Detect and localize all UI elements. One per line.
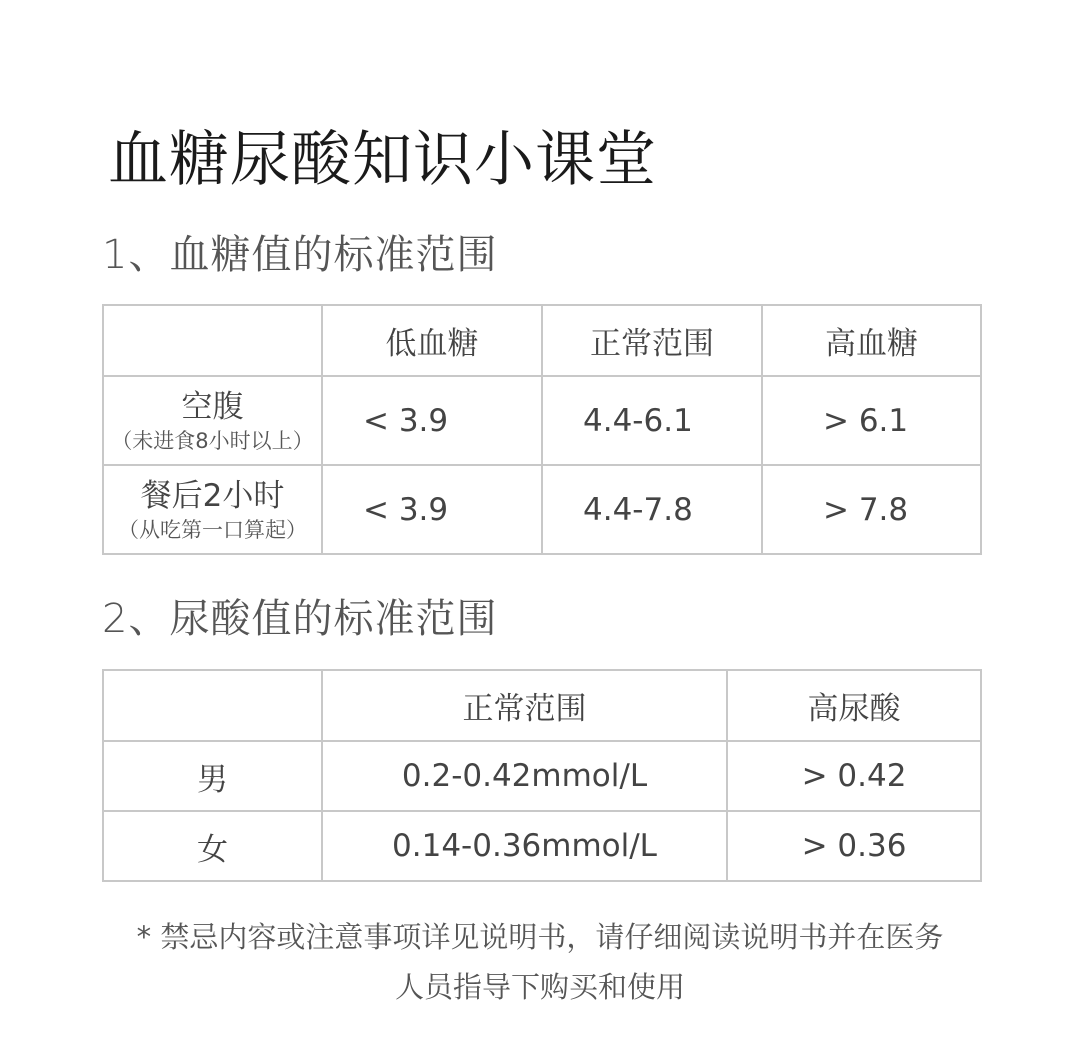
table-header-row <box>103 305 981 376</box>
row-label-main: 空腹 <box>181 388 244 425</box>
uric-acid-table <box>102 669 982 882</box>
page-title: 血糖尿酸知识小课堂 <box>108 125 657 195</box>
cell-high-value: > 6.1 <box>762 376 981 465</box>
header-cell-empty <box>103 305 322 376</box>
row-label-after-meal <box>103 465 322 554</box>
header-cell-normal: 正常范围 <box>542 305 762 376</box>
header-cell-empty <box>103 670 322 741</box>
table-header-row <box>103 670 981 741</box>
row-label-male: 男 <box>103 741 322 811</box>
header-cell-high: 高尿酸 <box>727 670 981 741</box>
cell-low-value: < 3.9 <box>322 376 542 465</box>
cell-normal-value: 4.4-6.1 <box>542 376 762 465</box>
cell-high-value: > 7.8 <box>762 465 981 554</box>
table-row <box>103 811 981 881</box>
blood-sugar-table <box>102 304 982 555</box>
blood-sugar-heading: 1、血糖值的标准范围 <box>102 232 498 278</box>
table-row <box>103 741 981 811</box>
cell-normal-value: 0.14-0.36mmol/L <box>322 811 727 881</box>
row-label-sub: （未进食8小时以上） <box>111 428 314 453</box>
row-label-fasting <box>103 376 322 465</box>
row-label-sub: （从吃第一口算起） <box>118 517 307 542</box>
uric-acid-heading: 2、尿酸值的标准范围 <box>102 596 498 642</box>
footnote-line-2: 人员指导下购买和使用 <box>394 970 685 1004</box>
header-cell-normal: 正常范围 <box>322 670 727 741</box>
header-cell-high: 高血糖 <box>762 305 981 376</box>
cell-high-value: > 0.42 <box>727 741 981 811</box>
header-cell-low: 低血糖 <box>322 305 542 376</box>
footnote-line-1: * 禁忌内容或注意事项详见说明书，请仔细阅读说明书并在医务 <box>136 920 944 954</box>
row-label-female: 女 <box>103 811 322 881</box>
table-row <box>103 376 981 465</box>
cell-high-value: > 0.36 <box>727 811 981 881</box>
disclaimer-footnote <box>80 912 1000 1012</box>
table-row <box>103 465 981 554</box>
cell-low-value: < 3.9 <box>322 465 542 554</box>
cell-normal-value: 4.4-7.8 <box>542 465 762 554</box>
cell-normal-value: 0.2-0.42mmol/L <box>322 741 727 811</box>
row-label-main: 餐后2小时 <box>140 477 285 514</box>
